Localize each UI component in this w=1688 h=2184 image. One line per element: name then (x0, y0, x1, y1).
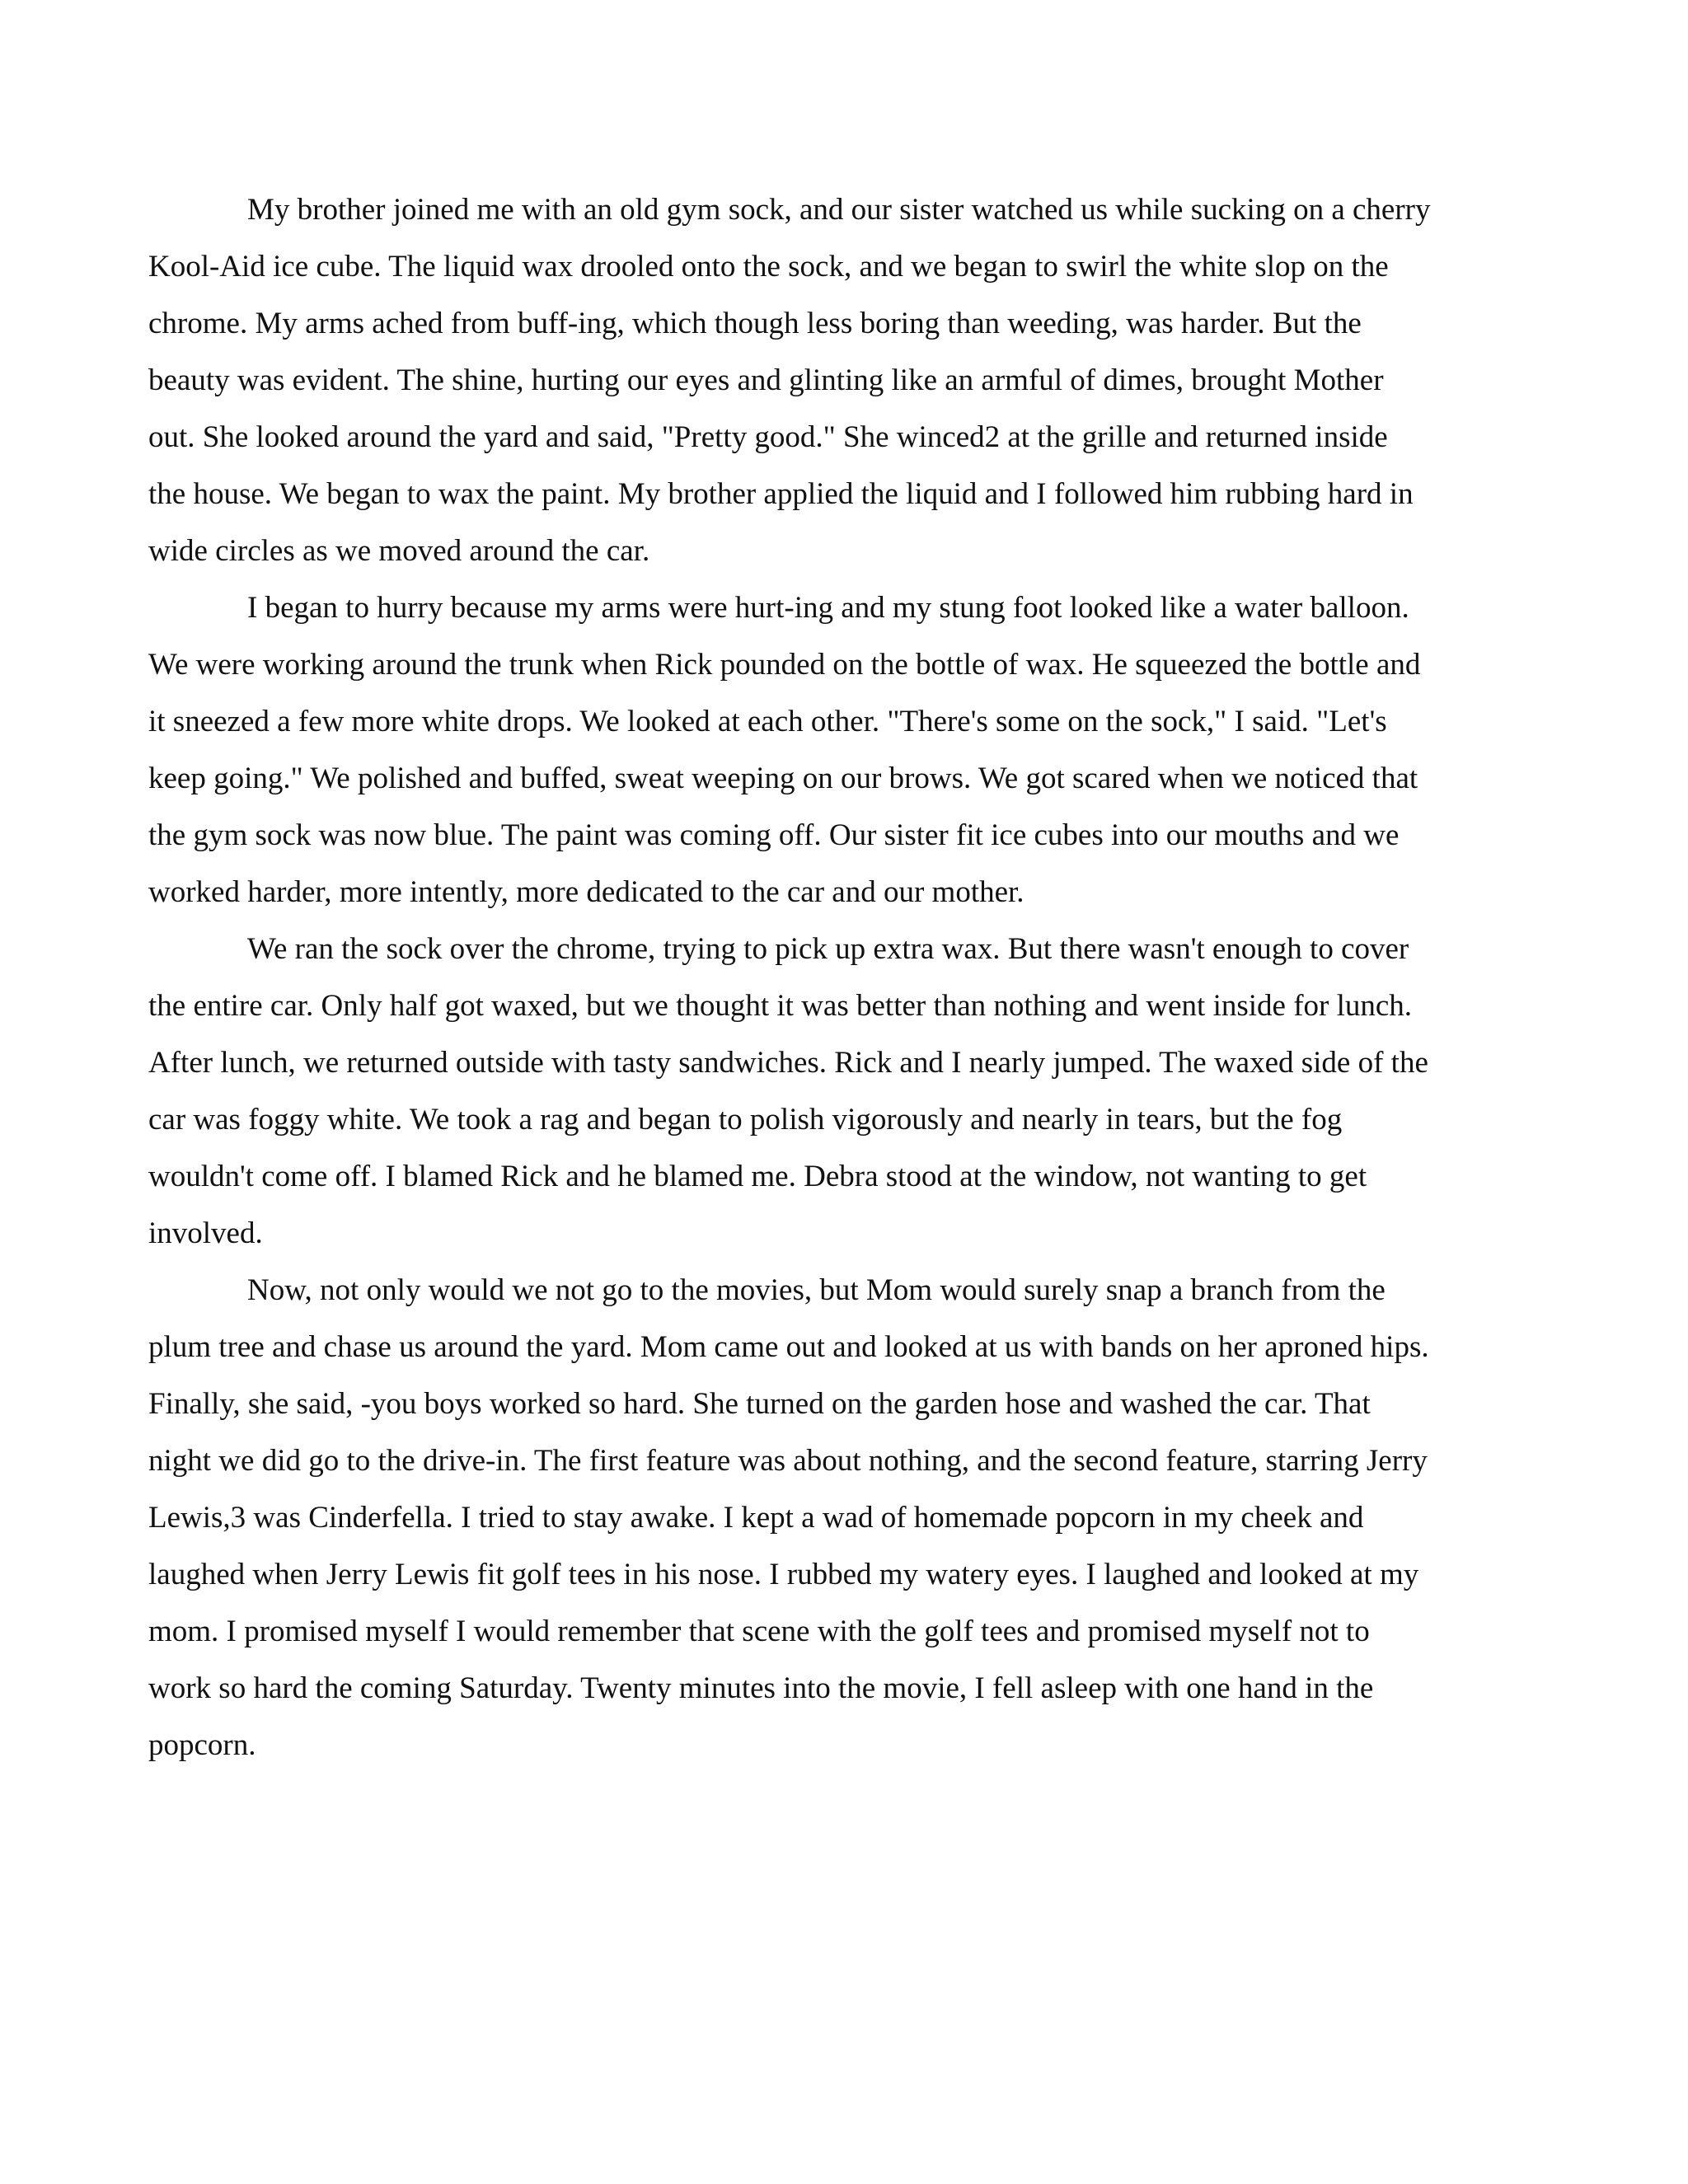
text-line: chrome. My arms ached from buff-ing, which though less boring than weeding, was harder. But the (148, 307, 1362, 340)
text-line: involved. (148, 1216, 263, 1250)
text-line: Lewis,3 was Cinderfella. I tried to stay awake. I kept a wad of homemade popcorn in my cheek and (148, 1501, 1364, 1535)
text-line: I began to hurry because my arms were hurt-ing and my stung foot looked like a water balloon. (247, 591, 1409, 625)
text-line: After lunch, we returned outside with tasty sandwiches. Rick and I nearly jumped. The waxed side of the (148, 1046, 1428, 1080)
text-line: mom. I promised myself I would remember that scene with the golf tees and promised myself not to (148, 1615, 1370, 1648)
text-line: keep going." We polished and buffed, sweat weeping on our brows. We got scared when we noticed that (148, 762, 1418, 795)
text-line: night we did go to the drive-in. The first feature was about nothing, and the second feature, starring Jerry (148, 1444, 1428, 1478)
text-line: worked harder, more intently, more dedicated to the car and our mother. (148, 875, 1025, 909)
text-line: beauty was evident. The shine, hurting our eyes and glinting like an armful of dimes, brought Mother (148, 363, 1384, 397)
text-line: Finally, she said, -you boys worked so hard. She turned on the garden hose and washed the car. That (148, 1387, 1371, 1421)
text-line: plum tree and chase us around the yard. Mom came out and looked at us with bands on her aproned hips. (148, 1330, 1429, 1364)
text-line: the entire car. Only half got waxed, but we thought it was better than nothing and went inside for lunch. (148, 989, 1413, 1023)
text-line: laughed when Jerry Lewis fit golf tees in his nose. I rubbed my watery eyes. I laughed and looked at my (148, 1558, 1419, 1591)
text-line: We were working around the trunk when Rick pounded on the bottle of wax. He squeezed the bottle and (148, 648, 1421, 682)
text-line: We ran the sock over the chrome, trying to pick up extra wax. But there wasn't enough to cover (247, 932, 1409, 966)
text-line: Kool-Aid ice cube. The liquid wax drooled onto the sock, and we began to swirl the white slop on the (148, 250, 1389, 284)
text-line: out. She looked around the yard and said, "Pretty good." She winced2 at the grille and returned inside (148, 420, 1388, 454)
text-line: the gym sock was now blue. The paint was coming off. Our sister fit ice cubes into our mouths and we (148, 818, 1400, 852)
text-line: popcorn. (148, 1728, 256, 1762)
text-line: car was foggy white. We took a rag and began to polish vigorously and nearly in tears, but the fog (148, 1103, 1343, 1137)
text-line: Now, not only would we not go to the movies, but Mom would surely snap a branch from the (247, 1273, 1386, 1307)
body-text (148, 181, 1529, 1774)
text-line: My brother joined me with an old gym sock, and our sister watched us while sucking on a cherry (247, 193, 1431, 227)
text-line: the house. We began to wax the paint. My brother applied the liquid and I followed him rubbing hard in (148, 477, 1414, 511)
text-line: wide circles as we moved around the car. (148, 534, 650, 568)
text-line: work so hard the coming Saturday. Twenty minutes into the movie, I fell asleep with one hand in the (148, 1671, 1374, 1705)
text-line: it sneezed a few more white drops. We looked at each other. "There's some on the sock," I said. "Let's (148, 705, 1387, 738)
text-line: wouldn't come off. I blamed Rick and he blamed me. Debra stood at the window, not wanting to get (148, 1160, 1367, 1193)
